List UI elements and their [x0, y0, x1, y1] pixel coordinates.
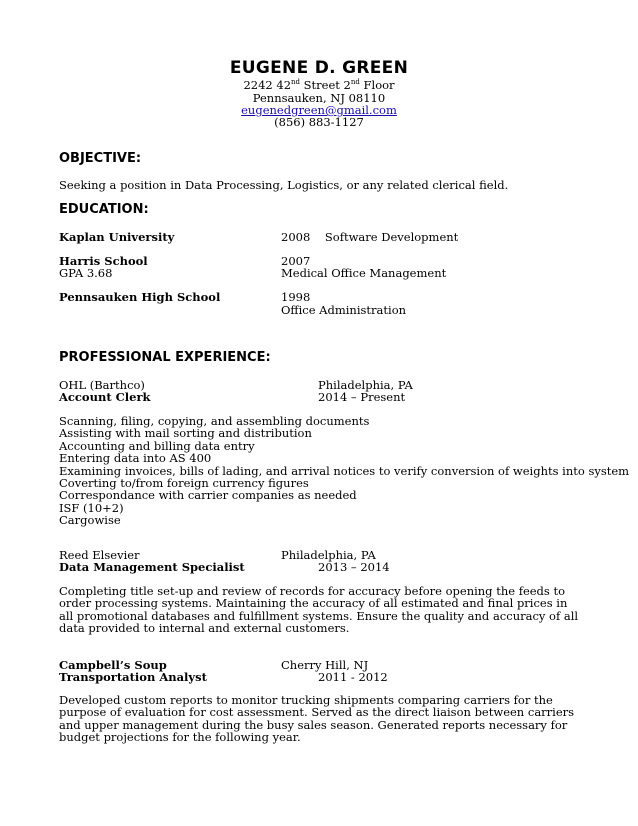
edu-school: Pennsauken High School — [59, 290, 221, 304]
edu-school: Harris School — [59, 254, 148, 268]
job-dates: 2011 - 2012 — [318, 670, 388, 684]
edu-program: Medical Office Management — [281, 266, 447, 280]
duty-item: Scanning, filing, copying, and assembling documents — [59, 414, 370, 428]
address-line: 2242 42nd Street 2nd Floor — [243, 78, 395, 92]
job-description: Developed custom reports to monitor trucking shipments comparing carriers for the purpose of evaluation for cost assessment. Served as the direct liaison between carriers and upper management during the busy sales season. Generated reports necessary for budget projections for the following year. — [59, 693, 575, 745]
city-line: Pennsauken, NJ 08110 — [252, 91, 386, 105]
edu-year-program: 2008 Software Development — [281, 230, 459, 244]
job-title: Account Clerk — [59, 390, 151, 404]
duty-item: Correspondance with carrier companies as needed — [59, 488, 357, 503]
duty-list — [59, 415, 629, 527]
edu-gpa: GPA 3.68 — [59, 266, 113, 280]
job-location: Philadelphia, PA — [281, 548, 376, 562]
objective-heading: OBJECTIVE: — [59, 151, 142, 166]
job-location: Philadelphia, PA — [318, 378, 413, 392]
edu-year: 2007 — [281, 254, 311, 268]
job-dates: 2013 – 2014 — [318, 560, 390, 574]
job-company: OHL (Barthco) — [59, 378, 145, 392]
job-location: Cherry Hill, NJ — [281, 658, 369, 672]
job-dates: 2014 – Present — [318, 390, 406, 404]
resume-name: EUGENE D. GREEN — [229, 58, 409, 78]
edu-program: Office Administration — [281, 303, 407, 317]
duty-item: Coverting to/from foreign currency figures — [59, 476, 309, 491]
duty-item: Accounting and billing data entry — [59, 438, 255, 453]
phone-line: (856) 883-1127 — [274, 115, 364, 129]
experience-heading: PROFESSIONAL EXPERIENCE: — [59, 350, 271, 365]
duty-item: Examining invoices, bills of lading, and arrival notices to verify conversion of weights into system — [59, 463, 630, 478]
email-link[interactable]: eugenedgreen@gmail.com — [241, 103, 397, 117]
job-company: Campbell’s Soup — [59, 658, 167, 672]
job-company: Reed Elsevier — [59, 548, 140, 562]
edu-year: 1998 — [281, 290, 311, 304]
edu-school: Kaplan University — [59, 230, 175, 244]
duty-item: Cargowise — [59, 513, 121, 528]
education-heading: EDUCATION: — [59, 202, 149, 217]
job-title: Data Management Specialist — [59, 560, 245, 574]
duty-item: Assisting with mail sorting and distribution — [59, 426, 312, 441]
job-title: Transportation Analyst — [59, 670, 207, 684]
objective-text: Seeking a position in Data Processing, Logistics, or any related clerical field. — [59, 178, 509, 192]
duty-item: ISF (10+2) — [59, 500, 124, 515]
job-description: Completing title set-up and review of records for accuracy before opening the feeds to order processing systems. Maintaining the accuracy of all estimated and final prices in all promotional databases and fulfillment systems. Ensure the quality and accuracy of all data provided to internal and external customers. — [59, 584, 579, 636]
duty-item: Entering data into AS 400 — [59, 451, 212, 466]
